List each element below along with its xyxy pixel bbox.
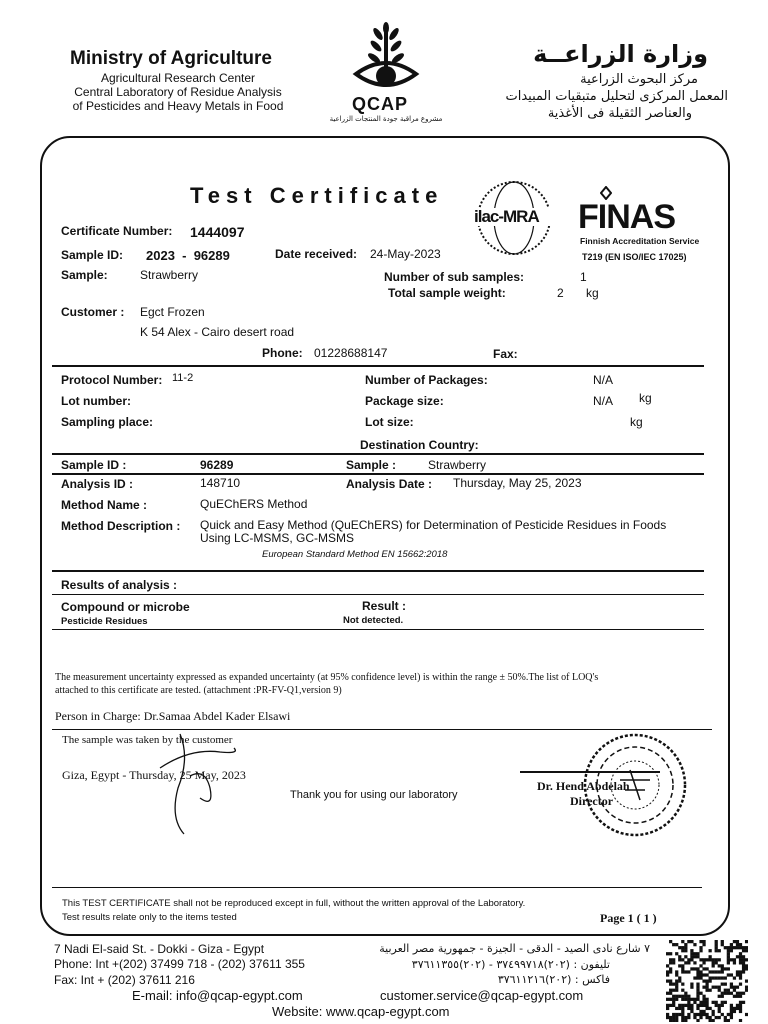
thank-you-note: Thank you for using our laboratory — [290, 789, 458, 801]
place-and-date: Giza, Egypt - Thursday, 25 May, 2023 — [62, 768, 246, 782]
page-number: Page 1 ( 1 ) — [600, 911, 657, 925]
arabic-ministry-title: وزارة الزراعــة — [533, 40, 708, 68]
finas-mark-icon — [600, 186, 612, 200]
footer-email[interactable]: E-mail: info@qcap-egypt.com — [132, 988, 303, 1003]
sample-taken-note: The sample was taken by the customer — [62, 734, 233, 746]
ministry-title: Ministry of Agriculture — [70, 48, 272, 69]
destination-label: Destination Country: — [360, 438, 479, 452]
phone-value: 01228688147 — [314, 346, 388, 360]
divider — [52, 365, 704, 367]
certificate-title: Test Certificate — [190, 183, 444, 208]
lot-number-label: Lot number: — [61, 394, 131, 408]
divider — [52, 453, 704, 455]
header-line-3: of Pesticides and Heavy Metals in Food — [72, 99, 284, 113]
divider — [52, 629, 704, 630]
arabic-header-line-1: مركز البحوث الزراعية — [580, 72, 698, 87]
divider — [52, 473, 704, 475]
result-column-label: Result : — [362, 599, 407, 613]
qr-code[interactable] — [666, 940, 748, 1022]
ilac-mra-logo — [464, 178, 564, 258]
divider — [52, 570, 704, 572]
date-received: 24-May-2023 — [370, 247, 441, 261]
sample-label: Sample: — [61, 268, 108, 282]
customer-label: Customer : — [61, 305, 125, 319]
finas-logo: FINAS — [578, 198, 675, 236]
finas-code: T219 (EN ISO/IEC 17025) — [582, 252, 687, 262]
footer-arabic-phone: تليفون : (٢٠٢)٣٧٤٩٩٧١٨ - (٢٠٢)٣٧٦١١٣٥٥ — [411, 958, 610, 971]
sample-value: Strawberry — [140, 268, 199, 282]
analysis-sample-value: Strawberry — [428, 458, 487, 472]
footer-website[interactable]: Website: www.qcap-egypt.com — [272, 1004, 450, 1019]
customer-address: K 54 Alex - Cairo desert road — [140, 325, 295, 339]
total-weight-label: Total sample weight: — [388, 286, 506, 300]
analysis-sample-label: Sample : — [346, 458, 397, 472]
customer-name: Egct Frozen — [140, 305, 205, 319]
cert-number-label: Certificate Number: — [61, 224, 173, 238]
phone-label: Phone: — [262, 346, 303, 360]
analysis-id-label: Analysis ID : — [61, 477, 134, 491]
method-name-value: QuEChERS Method — [200, 497, 308, 511]
wheat-eye-icon — [346, 22, 426, 100]
lot-size-label: Lot size: — [365, 415, 414, 429]
method-description-label: Method Description : — [61, 519, 181, 533]
logo-caption: مشروع مراقبة جودة المنتجات الزراعية — [329, 115, 443, 123]
arabic-header-line-3: والعناصر الثقيلة فى الأغذية — [547, 106, 692, 121]
header-line-1: Agricultural Research Center — [100, 71, 256, 85]
person-in-charge: Person in Charge: Dr.Samaa Abdel Kader Elsawi — [55, 709, 291, 723]
result-value: Not detected. — [343, 615, 404, 626]
qcap-logo — [329, 22, 443, 123]
package-size-value: N/A — [593, 394, 614, 408]
analysis-sample-id: 96289 — [200, 458, 234, 472]
director-title: Director — [570, 794, 614, 808]
total-weight-value: 2 — [557, 286, 564, 300]
sub-samples-label: Number of sub samples: — [384, 270, 525, 284]
analysis-date-label: Analysis Date : — [346, 477, 433, 491]
protocol-label: Protocol Number: — [61, 373, 163, 387]
sub-samples-value: 1 — [580, 270, 587, 284]
date-received-label: Date received: — [275, 247, 358, 261]
disclaimer-line-2: Test results relate only to the items tested — [62, 912, 237, 923]
header-line-2: Central Laboratory of Residue Analysis — [74, 85, 282, 99]
logo-text: QCAP — [352, 94, 409, 114]
ilac-text: ilac-MRA — [474, 207, 539, 226]
sample-id-label: Sample ID: — [61, 248, 124, 262]
footer-address: 7 Nadi El-said St. - Dokki - Giza - Egypt — [54, 942, 265, 956]
lot-size-unit: kg — [630, 415, 643, 429]
sampling-place-label: Sampling place: — [61, 415, 154, 429]
package-size-unit: kg — [639, 391, 652, 405]
disclaimer-line-1: This TEST CERTIFICATE shall not be reproduced except in full, without the written approval of the Laboratory. — [62, 898, 526, 909]
results-heading: Results of analysis : — [61, 578, 178, 592]
protocol-value: 11-2 — [172, 372, 194, 384]
packages-value: N/A — [593, 373, 614, 387]
analysis-sample-id-label: Sample ID : — [61, 458, 127, 472]
method-description-line-2: Using LC-MSMS, GC-MSMS — [200, 531, 355, 545]
footer-arabic-fax: فاكس : (٢٠٢)٣٧٦١١٢١٦ — [497, 973, 610, 986]
method-description-line-1: Quick and Easy Method (QuEChERS) for Determination of Pesticide Residues in Foods — [200, 518, 667, 532]
signature-line — [520, 771, 660, 773]
finas-subtitle: Finnish Accreditation Service — [580, 236, 700, 246]
footer-phone: Phone: Int +(202) 37499 718 - (202) 37611 355 — [54, 957, 305, 971]
cert-number: 1444097 — [190, 224, 245, 240]
analysis-date-value: Thursday, May 25, 2023 — [453, 476, 582, 490]
method-name-label: Method Name : — [61, 498, 148, 512]
divider — [52, 887, 702, 888]
total-weight-unit: kg — [586, 286, 599, 300]
compound-column-label: Compound or microbe — [61, 600, 190, 614]
uncertainty-note-line-2: attached to this certificate are tested. (attachment :PR-FV-Q1,version 9) — [55, 685, 342, 696]
uncertainty-note-line-1: The measurement uncertainty expressed as expanded uncertainty (at 95% confidence level) is within the range ± 50%.The list of LOQ's — [55, 672, 599, 683]
compound-value: Pesticide Residues — [61, 616, 148, 627]
handwritten-signature — [150, 728, 250, 838]
arabic-header-line-2: المعمل المركزى لتحليل متبقيات المبيدات — [505, 89, 728, 104]
footer-fax: Fax: Int + (202) 37611 216 — [54, 973, 195, 987]
sample-id: 2023 - 96289 — [146, 248, 230, 263]
director-name: Dr. Hend Abdelah — [537, 779, 630, 793]
package-size-label: Package size: — [365, 394, 444, 408]
analysis-id-value: 148710 — [200, 476, 241, 490]
footer-service-email[interactable]: customer.service@qcap-egypt.com — [380, 988, 584, 1003]
fax-label: Fax: — [493, 347, 518, 361]
footer-arabic-address: ٧ شارع نادى الصيد - الدقى - الجيزة - جمهورية مصر العربية — [379, 942, 650, 955]
packages-label: Number of Packages: — [365, 373, 488, 387]
divider — [52, 594, 704, 595]
standard-method: European Standard Method EN 15662:2018 — [262, 549, 448, 560]
